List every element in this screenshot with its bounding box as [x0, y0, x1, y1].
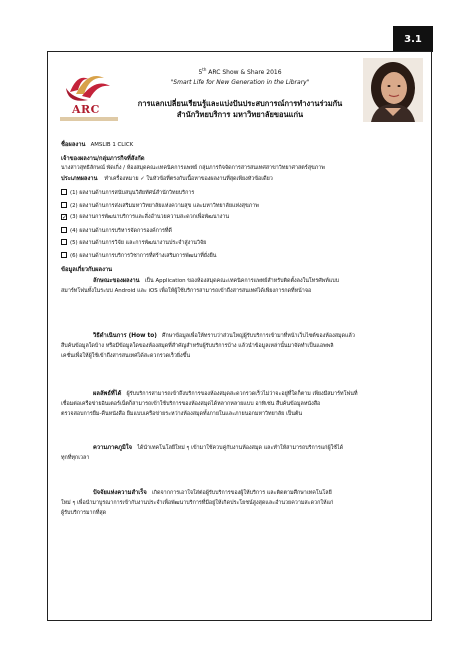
- category-checkbox-row[interactable]: [61, 239, 206, 247]
- section-text: เกิดจากการเอาใจใส่ต่อผู้รับบริการของผู้ให้บริการ และติดตามศึกษาเทคโนโลยี: [151, 490, 332, 496]
- checkbox[interactable]: [61, 202, 67, 208]
- checkbox-label: (3) ผลงานการพัฒนาบริการและสิ่งอำนวยความสะดวกเพื่อพัฒนางาน: [70, 214, 230, 220]
- section-text: ได้นำเทคโนโลยีใหม่ ๆ เข้ามาใช้ควบคู่กับงานห้องสมุด และทำให้สามารถบริการแก่ผู้ใช้ได้: [137, 445, 344, 451]
- section-text: เป็น Application ของห้องสมุดคณะเทคนิคการแพทย์สำหรับติดตั้งลงในโทรศัพท์แบบ: [144, 278, 340, 284]
- event-slogan: "Smart Life for New Generation in the Library": [170, 79, 310, 86]
- checkbox-label: (6) ผลงานด้านการบริการวิชาการที่สร้างเสริมการพัฒนาที่ยั่งยืน: [70, 252, 217, 259]
- author-photo: [363, 58, 423, 122]
- checkbox[interactable]: [61, 252, 67, 258]
- section-label: ลักษณะของผลงาน: [93, 278, 140, 284]
- event-name: 5th ARC Show & Share 2016: [198, 67, 282, 76]
- section-text-line: ตรวจสอบการยืม-คืนหนังสือ ยืมแบบเครือข่ายระหว่างห้องสมุดทั้งภายในและภายนอกมหาวิทยาลัย เป็นต้น: [61, 411, 303, 417]
- checkbox-label: (4) ผลงานด้านการบริหารจัดการองค์การที่ดี: [70, 227, 172, 234]
- document-subtitle: สำนักวิทยบริการ มหาวิทยาลัยขอนแก่น: [176, 110, 304, 119]
- checkbox[interactable]: [61, 189, 67, 195]
- section-label: ผลลัพธ์ที่ได้: [93, 391, 122, 397]
- category-checkbox-row[interactable]: [61, 202, 259, 210]
- category-checkbox-row[interactable]: [61, 214, 229, 221]
- section-text-line: ทุกที่ทุกเวลา: [61, 455, 90, 461]
- logo-underline: [60, 117, 118, 121]
- section-text: ผู้รับบริการสามารถเข้าถึงบริการของห้องสมุดสะดวกรวดเร็วไม่ว่าจะอยู่ที่ใดก็ตาม เพียงมีสมาร์ทโฟนที่: [126, 391, 358, 397]
- section-text-line: สืบค้นข้อมูลใดบ้าง หรือมีข้อมูลใดของห้องสมุดที่สำคัญสำหรับผู้รับบริการบ้าง แล้วนำข้อมูลเหล่านั้นมาจัดทำเป็นแอพพลิ: [61, 343, 334, 349]
- category-checkbox-row[interactable]: [61, 189, 194, 197]
- checkbox-label: (1) ผลงานด้านการสนับสนุนวิสัยทัศน์สำนักวิทยบริการ: [70, 190, 195, 196]
- section-first-line: [93, 278, 339, 285]
- checkbox-label: (5) ผลงานด้านการวิจัย และการพัฒนางานประจำสู่งานวิจัย: [70, 240, 207, 246]
- section-first-line: [93, 333, 355, 340]
- section-first-line: [93, 490, 332, 497]
- section-text-line: เคชั่นเพื่อให้ผู้ใช้เข้าถึงสารสนเทศได้สะดวกรวดเร็วยิ่งขึ้น: [61, 353, 191, 359]
- section-text-line: เชื่อมต่อเครือข่ายอินเตอร์เน็ตก็สามารถเข้าใช้บริการของห้องสมุดได้หลากหลายแบบ อาทิเช่น สืบค้นข้อมูลหนังสือ: [61, 401, 321, 407]
- section-text-line: สมาร์ทโฟนทั้งในระบบ Android และ iOS เพื่อให้ผู้ใช้บริการสามารถเข้าถึงสารสนเทศได้เพียงการกดที่หน้าจอ: [61, 288, 312, 294]
- section-label: ปัจจัยแห่งความสำเร็จ: [93, 490, 147, 496]
- page-number-badge: 3.1: [393, 26, 433, 52]
- section-text-line: ผู้รับบริการมากที่สุด: [61, 510, 107, 516]
- arc-logo-text: ARC: [72, 103, 100, 116]
- work-name-row: ชื่อผลงาน AMSLIB 1 CLICK: [61, 142, 134, 148]
- section-label: วิธีดำเนินการ (How to): [93, 333, 157, 339]
- section-text-line: ใหม่ ๆ เพื่อนำมาบูรณาการเข้ากับงานประจำเพื่อพัฒนาบริการที่มีอยู่ให้เกิดประโยชน์สูงสุดและอำนวยความสะดวกให้แก่: [61, 500, 334, 506]
- document-title: การแลกเปลี่ยนเรียนรู้และแบ่งปันประสบการณ์การทำงานร่วมกัน: [137, 99, 343, 108]
- checkbox-label: (2) ผลงานด้านการส่งเสริมมหาวิทยาลัยแห่งความสุข และมหาวิทยาลัยแห่งสุขภาพ: [70, 202, 259, 209]
- section-label: ความภาคภูมิใจ: [93, 445, 133, 451]
- category-checkbox-row[interactable]: [61, 227, 172, 235]
- owner-label: เจ้าของผลงาน/กลุ่มภารกิจที่สังกัด: [61, 156, 145, 162]
- checkbox[interactable]: [61, 227, 67, 233]
- section-first-line: [93, 445, 343, 452]
- owner-value: นางสาวสุทธิลักษณ์ พัดเกิ่ง / ห้องสมุดคณะเทคนิคการแพทย์ กลุ่มภารกิจจัดการสารสนเทศสาขาวิทยาศาสตร์สุขภาพ: [61, 165, 325, 171]
- section-first-line: [93, 391, 358, 398]
- work-type-row: ประเภทผลงาน ทำเครื่องหมาย ✓ ในหัวข้อที่ตรงกับเนื้อหาของผลงานที่สุดเพียงหัวข้อเดียว: [61, 176, 273, 182]
- section-text: ศึกษาข้อมูลเพื่อให้ทราบว่าส่วนใหญ่ผู้รับบริการเข้ามาที่หน้าเว็บไซต์ของห้องสมุดแล้ว: [162, 333, 355, 339]
- category-checkbox-row[interactable]: [61, 252, 216, 260]
- checked-checkbox[interactable]: ✓: [62, 214, 68, 221]
- info-heading: ข้อมูลเกี่ยวกับผลงาน: [61, 267, 113, 273]
- checkbox[interactable]: [61, 239, 67, 245]
